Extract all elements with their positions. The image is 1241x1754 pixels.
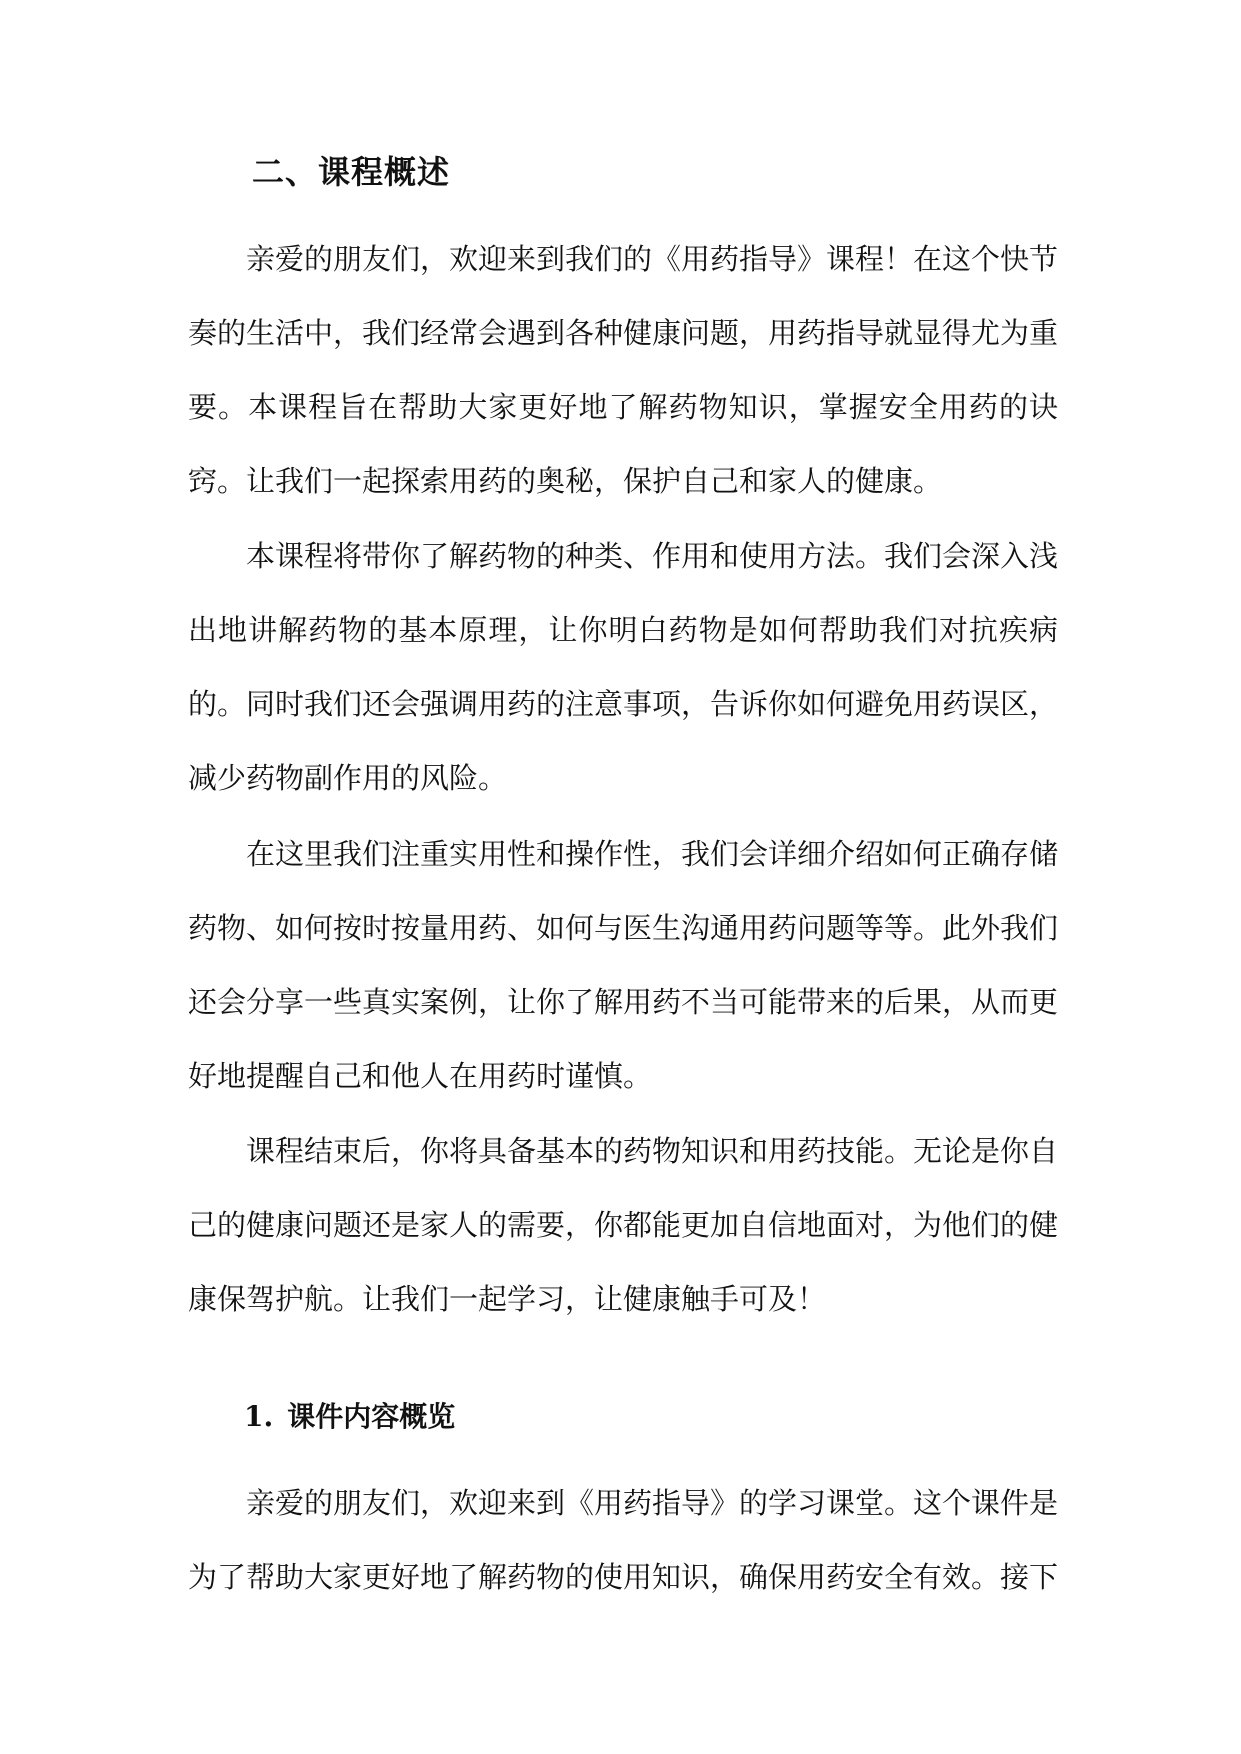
subsection-title: 课件内容概览 — [287, 1400, 456, 1433]
paragraph-practice: 在这里我们注重实用性和操作性，我们会详细介绍如何正确存储药物、如何按时按量用药、如何与医生沟通用药问题等等。此外我们还会分享一些真实案例，让你了解用药不当可能带来的后果，从而更好地提醒自己和他人在用药时谨慎。 — [188, 837, 1059, 1093]
subsection-number: 1. — [244, 1400, 274, 1433]
section-title: 二、课程概述 — [252, 153, 451, 191]
subsection-heading — [244, 1395, 455, 1439]
paragraph-content: 本课程将带你了解药物的种类、作用和使用方法。我们会深入浅出地讲解药物的基本原理，让你明白药物是如何帮助我们对抗疾病的。同时我们还会强调用药的注意事项，告诉你如何避免用药误区，减少药物副作用的风险。 — [188, 539, 1059, 795]
paragraph-conclusion: 课程结束后，你将具备基本的药物知识和用药技能。无论是你自己的健康问题还是家人的需要，你都能更加自信地面对，为他们的健康保驾护航。让我们一起学习，让健康触手可及！ — [188, 1134, 1059, 1316]
paragraph-intro: 亲爱的朋友们，欢迎来到我们的《用药指导》课程！在这个快节奏的生活中，我们经常会遇到各种健康问题，用药指导就显得尤为重要。本课程旨在帮助大家更好地了解药物知识，掌握安全用药的诀窍。让我们一起探索用药的奥秘，保护自己和家人的健康。 — [188, 242, 1059, 498]
paragraph-courseware-overview: 亲爱的朋友们，欢迎来到《用药指导》的学习课堂。这个课件是为了帮助大家更好地了解药物的使用知识，确保用药安全有效。接下 — [188, 1486, 1059, 1594]
